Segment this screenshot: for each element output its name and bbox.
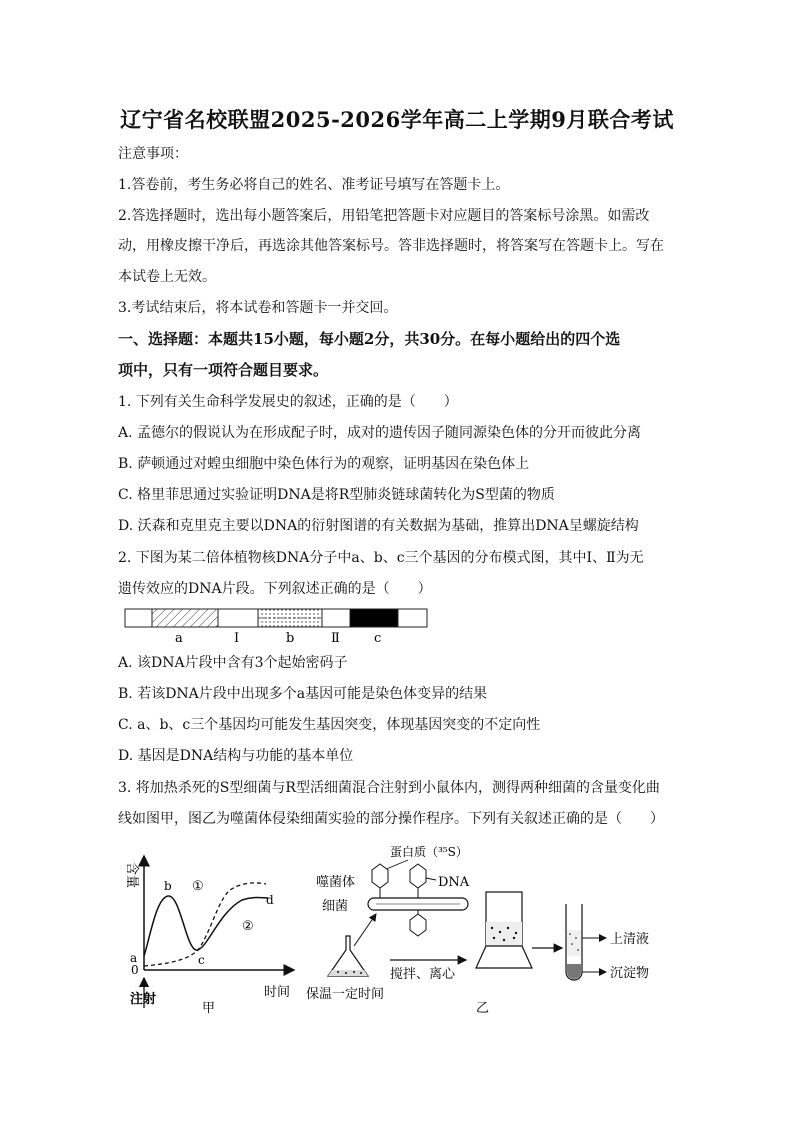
supernatant-label: 上清液	[610, 932, 650, 947]
question-2-option-b: B. 若该DNA片段中出现多个a基因可能是染色体变异的结果	[118, 686, 488, 702]
notice-item: 本试卷上无效。	[118, 269, 216, 285]
question-1-option-b: B. 萨顿通过对蝗虫细胞中染色体行为的观察，证明基因在染色体上	[118, 456, 530, 472]
question-2-option-a: A. 该DNA片段中含有3个起始密码子	[118, 655, 348, 671]
curve-1-label: ①	[192, 879, 204, 894]
question-1-stem: 1. 下列有关生命科学发展史的叙述，正确的是（ ）	[118, 394, 458, 410]
point-b-label: b	[164, 879, 172, 893]
curve-2-label: ②	[242, 919, 254, 934]
label-a: a	[175, 631, 183, 646]
dna-segment-figure	[124, 608, 434, 648]
protein-label: 蛋白质（³⁵S）	[390, 845, 468, 859]
label-i: Ⅰ	[234, 631, 240, 646]
question-2-option-c: C. a、b、c三个基因均可能发生基因突变，体现基因突变的不定向性	[118, 717, 541, 733]
dna-label: DNA	[438, 875, 470, 890]
figure-jia-growth-curve	[124, 856, 294, 1016]
point-d-label: d	[266, 893, 274, 907]
point-c-label: c	[198, 953, 205, 967]
question-3-figures	[118, 838, 678, 1018]
label-c: c	[374, 631, 382, 646]
x-axis-label: 时间	[264, 985, 291, 1000]
notice-heading: 注意事项：	[118, 146, 188, 162]
inject-label: 注射	[130, 992, 157, 1007]
question-2-option-d: D. 基因是DNA结构与功能的基本单位	[118, 748, 354, 764]
question-2-stem-cont: 遗传效应的DNA片段。下列叙述正确的是（ ）	[118, 581, 432, 597]
figure-jia-caption: 甲	[202, 1001, 216, 1016]
figure-yi-caption: 乙	[476, 1001, 490, 1016]
question-3-stem: 3. 将加热杀死的S型细菌与R型活细菌混合注射到小鼠体内，测得两种细菌的含量变化曲	[118, 780, 660, 796]
figure-yi-phage-experiment	[306, 844, 649, 1016]
y-axis-label: 含量	[124, 862, 139, 889]
notice-item: 3.考试结束后，将本试卷和答题卡一并交回。	[118, 300, 398, 316]
incubate-label: 保温一定时间	[306, 987, 385, 1002]
origin-label: 0	[131, 963, 139, 977]
question-1-option-c: C. 格里菲思通过实验证明DNA是将R型肺炎链球菌转化为S型菌的物质	[118, 487, 555, 503]
stir-label: 搅拌、离心	[390, 967, 456, 982]
gene-a-region	[152, 609, 218, 627]
gene-c-region	[350, 609, 398, 627]
question-2-stem: 2. 下图为某二倍体植物核DNA分子中a、b、c三个基因的分布模式图，其中Ⅰ、Ⅱ为无	[118, 550, 644, 566]
section-heading: 一、选择题：本题共15小题，每小题2分，共30分。在每小题给出的四个选	[118, 330, 621, 348]
notice-item: 动，用橡皮擦干净后，再选涂其他答案标号。答非选择题时，将答案写在答题卡上。写在	[118, 238, 664, 254]
notice-item: 2.答选择题时，选出每小题答案后，用铅笔把答题卡对应题目的答案标号涂黑。如需改	[118, 208, 650, 224]
page-title: 辽宁省名校联盟2025-2026学年高二上学期9月联合考试	[120, 107, 674, 132]
label-ii: Ⅱ	[331, 631, 340, 646]
section-heading-cont: 项中，只有一项符合题目要求。	[118, 361, 329, 379]
point-a-label: a	[130, 951, 138, 965]
phage-label: 噬菌体	[316, 875, 356, 890]
sediment-label: 沉淀物	[610, 966, 650, 981]
test-tube-icon	[566, 904, 582, 980]
bacteria-label: 细菌	[322, 899, 349, 914]
blender-icon	[476, 892, 532, 968]
question-1-option-d: D. 沃森和克里克主要以DNA的衍射图谱的有关数据为基础，推算出DNA呈螺旋结构	[118, 518, 639, 534]
label-b: b	[286, 631, 295, 646]
question-1-option-a: A. 孟德尔的假说认为在形成配子时，成对的遗传因子随同源染色体的分开而彼此分离	[118, 425, 642, 441]
notice-item: 1.答卷前，考生务必将自己的姓名、准考证号填写在答题卡上。	[118, 177, 510, 193]
question-3-stem-cont: 线如图甲，图乙为噬菌体侵染细菌实验的部分操作程序。下列有关叙述正确的是（ ）	[118, 811, 664, 827]
